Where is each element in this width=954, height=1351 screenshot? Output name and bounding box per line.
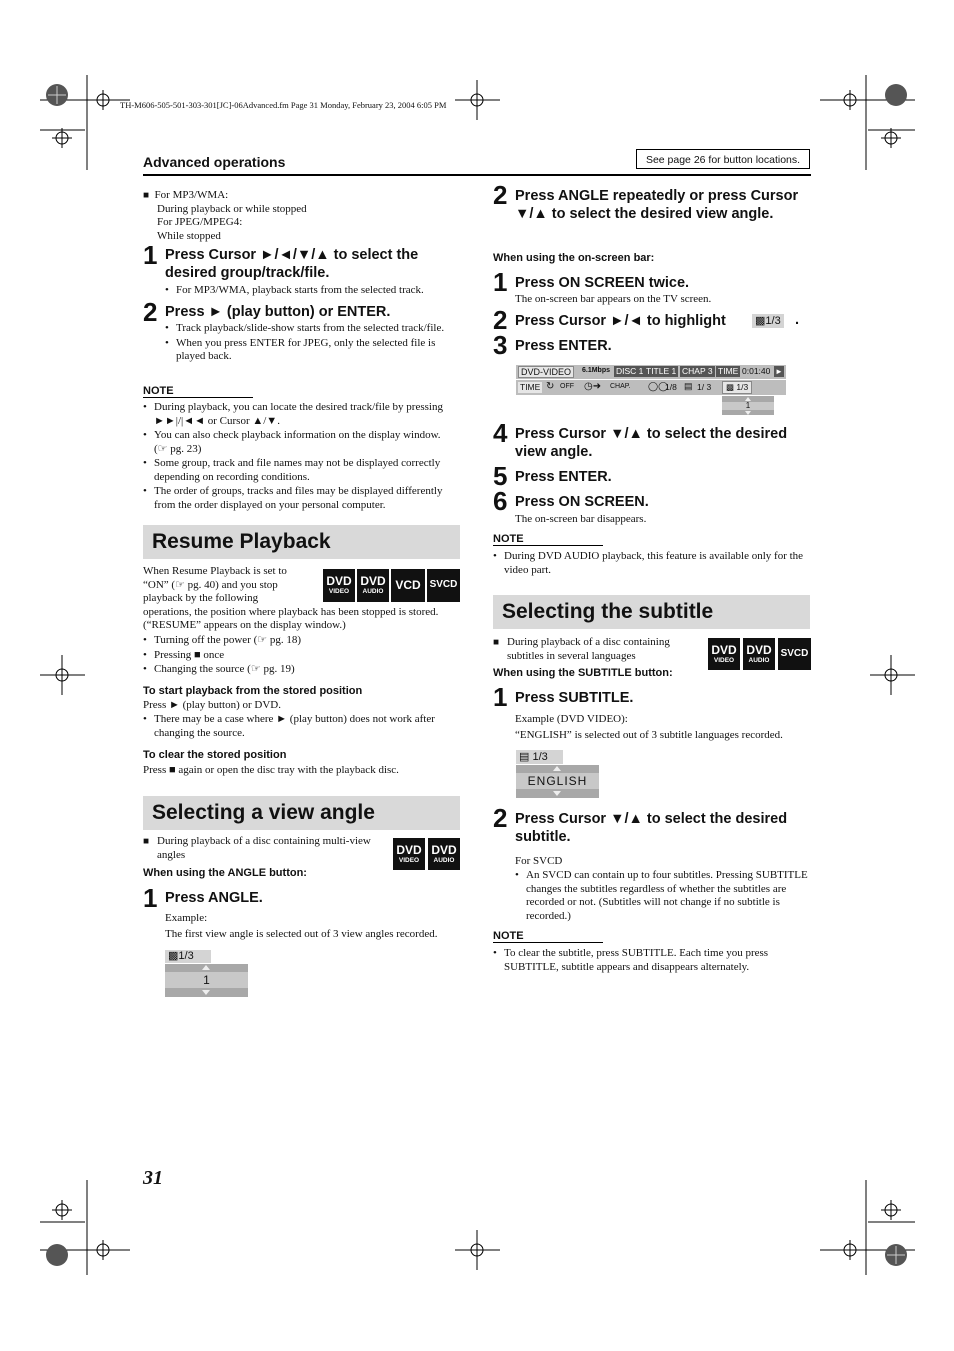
mp3-line1: For MP3/WMA: <box>154 189 229 201</box>
subtitle-icon: ▤ <box>519 751 533 763</box>
step-number: 1 <box>143 883 158 913</box>
bullet: • The order of groups, tracks and files may be displayed differently from the order displayed on your personal computer. <box>143 485 453 512</box>
step-bullets <box>165 322 460 365</box>
badge-dvd-audio: DVD AUDIO <box>743 638 775 670</box>
step-number: 3 <box>493 330 508 360</box>
bullet: • There may be a case where ► (play button) does not work after changing the source. <box>143 713 461 740</box>
step-sub: The on-screen bar disappears. <box>515 513 647 525</box>
svcd-bullets <box>515 869 811 924</box>
bullet: • During DVD AUDIO playback, this feature is available only for the video part. <box>493 550 811 577</box>
step-number: 2 <box>493 305 508 335</box>
bullet: • Changing the source (☞ pg. 19) <box>143 663 458 677</box>
bullet: • For MP3/WMA, playback starts from the selected track. <box>165 284 460 298</box>
step-text: Press ON SCREEN. <box>515 494 649 510</box>
bullet: • An SVCD can contain up to four subtitles. Pressing SUBTITLE changes the subtitles regardless of whether the subtitles are recorded or not. (Subtitles will not change if no subtitle is recorded.) <box>515 869 811 923</box>
start-stored-bullets <box>143 713 461 741</box>
badge-dvd-video: DVD VIDEO <box>708 638 740 670</box>
badge-dvd-video: DVD VIDEO <box>323 569 355 602</box>
header-rule <box>143 174 811 176</box>
badge-svcd: SVCD <box>778 638 811 670</box>
osd-row-1: DVD-VIDEO 6.1Mbps DISC 1 TITLE 1 CHAP 3 TIME 0:01:40 ► <box>516 365 786 379</box>
badge-dvd-audio: DVD AUDIO <box>357 569 389 602</box>
file-info: TH-M606-505-501-303-301[JC]-06Advanced.fm Page 31 Monday, February 23, 2004 6:05 PM <box>120 100 447 110</box>
osd-top: 1/3 <box>532 751 548 763</box>
step-number: 5 <box>493 461 508 491</box>
condition-text: During playback of a disc containing multi-view angles <box>157 835 371 861</box>
bullet: • Some group, track and file names may not be displayed correctly depending on recording conditions. <box>143 457 453 484</box>
resume-bullets <box>143 634 458 678</box>
osd-angle-drop: 1 <box>722 396 774 415</box>
step-number: 1 <box>143 240 158 270</box>
bullet: • To clear the subtitle, press SUBTITLE. Each time you press SUBTITLE, subtitle appears and disappears alternately. <box>493 947 793 974</box>
step-number: 4 <box>493 418 508 448</box>
step-text: Press ANGLE. <box>165 890 263 906</box>
intro-line: (“RESUME” appears on the display window.) <box>143 619 346 631</box>
angle-when: When using the ANGLE button: <box>143 867 307 879</box>
start-stored-text: Press ► (play button) or DVD. <box>143 699 281 711</box>
bullet: • During playback, you can locate the desired track/file by pressing ►►|/|◄◄ or Cursor ▲/▼. <box>143 401 453 428</box>
arrow-up-icon <box>745 397 751 401</box>
intro-line: When Resume Playback is set to <box>143 565 287 577</box>
note-heading: NOTE <box>143 385 253 398</box>
note-bullets <box>493 947 793 975</box>
step-text: Press ANGLE repeatedly or press Cursor ▼/▲ to select the desired view angle. <box>515 188 799 222</box>
intro-line: “ON” (☞ pg. 40) and you stop <box>143 578 278 591</box>
clock-icon: ◷➜ <box>584 381 602 392</box>
step-bullets <box>165 284 460 299</box>
note-heading: NOTE <box>493 533 603 546</box>
example-desc: “ENGLISH” is selected out of 3 subtitle languages recorded. <box>515 729 783 741</box>
section-title-angle: Selecting a view angle <box>143 796 460 830</box>
onscreen-when: When using the on-screen bar: <box>493 252 655 264</box>
start-stored-heading: To start playback from the stored position <box>143 685 363 697</box>
camera-icon: ▩ <box>755 315 766 327</box>
step-text: Press ON SCREEN twice. <box>515 275 690 291</box>
step-text: Press Cursor ▼/▲ to select the desired view angle. <box>515 426 788 460</box>
note-heading: NOTE <box>493 930 603 943</box>
osd-value: ENGLISH <box>516 773 599 789</box>
arrow-down-icon <box>202 990 210 995</box>
camera-icon: ▩ <box>726 382 737 392</box>
see-page-box: See page 26 for button locations. <box>636 149 810 169</box>
bullet: • Track playback/slide-show starts from the selected track/file. <box>165 322 460 336</box>
osd-row-2: TIME ↻ OFF ◷➜ CHAP. ◯◯ 1/8 ▤ 1/ 3 ▩ 1/3 <box>516 380 786 395</box>
note-bullets <box>143 401 453 513</box>
period: . <box>795 312 800 328</box>
condition-text: During playback of a disc containing subtitles in several languages <box>507 636 670 662</box>
bullet: • You can also check playback information on the display window. (☞ pg. 23) <box>143 429 453 456</box>
mp3-condition: ■ For MP3/WMA: During playback or while stopped For JPEG/MPEG4: While stopped <box>143 189 307 242</box>
subtitle-when: When using the SUBTITLE button: <box>493 667 673 679</box>
subtitle-condition: ■ During playback of a disc containing subtitles in several languages <box>493 636 693 663</box>
arrow-down-icon <box>745 411 751 415</box>
step-text: Press Cursor ►/◄/▼/▲ to select the desired group/track/file. <box>165 247 419 281</box>
mp3-line3: For JPEG/MPEG4: <box>157 216 243 228</box>
arrow-down-icon <box>553 791 561 796</box>
osd-top: 1/3 <box>178 950 194 962</box>
step-text: Press ENTER. <box>515 469 612 485</box>
example-label: Example (DVD VIDEO): <box>515 713 628 725</box>
page-number: 31 <box>143 1167 163 1189</box>
badge-vcd: VCD <box>391 569 425 602</box>
step-number: 2 <box>493 803 508 833</box>
note-bullets <box>493 550 811 578</box>
step-number: 1 <box>493 267 508 297</box>
step-text: Press ENTER. <box>515 338 612 354</box>
subtitle-osd <box>516 750 599 797</box>
step-text: Press SUBTITLE. <box>515 690 634 706</box>
angle-osd <box>165 950 248 997</box>
arrow-up-icon <box>202 965 210 970</box>
bullet: • Pressing ■ once <box>143 649 458 663</box>
bullet: • Turning off the power (☞ pg. 18) <box>143 634 458 648</box>
step-text: Press Cursor ►/◄ to highlight <box>515 313 726 329</box>
step-number: 1 <box>493 682 508 712</box>
step-number: 6 <box>493 486 508 516</box>
mp3-line2: During playback or while stopped <box>157 202 307 215</box>
subtitle-icon: ▤ <box>684 381 693 391</box>
badge-dvd-audio: DVD AUDIO <box>428 838 460 870</box>
step-text: Press ► (play button) or ENTER. <box>165 304 391 320</box>
step-number: 2 <box>493 180 508 210</box>
section-title-subtitle: Selecting the subtitle <box>493 595 810 629</box>
mp3-line4: While stopped <box>157 229 221 242</box>
svcd-heading: For SVCD <box>515 855 563 867</box>
badge-svcd: SVCD <box>427 569 460 602</box>
intro-line: playback by the following <box>143 592 259 604</box>
step-sub: The on-screen bar appears on the TV screen. <box>515 293 712 305</box>
bullet: • When you press ENTER for JPEG, only the selected file is played back. <box>165 337 460 364</box>
step-number: 2 <box>143 297 158 327</box>
step-text: Press Cursor ▼/▲ to select the desired subtitle. <box>515 811 788 845</box>
badge-dvd-video: DVD VIDEO <box>393 838 425 870</box>
play-icon: ► <box>775 367 783 376</box>
clear-stored-heading: To clear the stored position <box>143 749 287 761</box>
section-header: Advanced operations <box>143 154 286 170</box>
angle-condition: ■ During playback of a disc containing multi-view angles <box>143 835 393 862</box>
section-title-resume: Resume Playback <box>143 525 460 559</box>
repeat-icon: ↻ <box>546 381 555 392</box>
osd-value: 1 <box>165 972 248 988</box>
camera-icon: ▩ <box>168 950 179 962</box>
clear-stored-text: Press ■ again or open the disc tray with the playback disc. <box>143 764 399 776</box>
intro-line: operations, the position where playback has been stopped is stored. <box>143 605 439 618</box>
audio-icon: ◯◯ <box>648 381 669 391</box>
angle-highlight-icon: ▩1/3 <box>752 314 784 328</box>
example-desc: The first view angle is selected out of 3 view angles recorded. <box>165 928 438 940</box>
example-label: Example: <box>165 912 208 924</box>
arrow-up-icon <box>553 766 561 771</box>
onscreen-bar <box>516 365 786 415</box>
